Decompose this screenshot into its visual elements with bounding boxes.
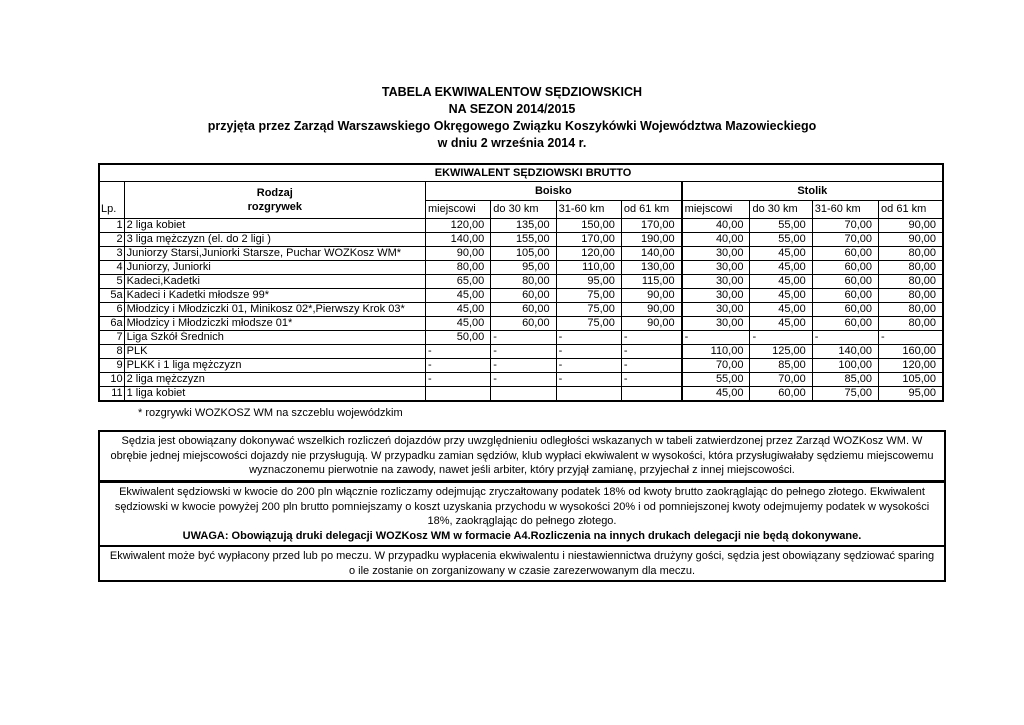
row-value: 140,00 (621, 247, 681, 261)
row-name: 2 liga mężczyzn (124, 373, 425, 387)
row-value: 30,00 (682, 317, 750, 331)
row-value: - (621, 359, 681, 373)
row-name: PLK (124, 345, 425, 359)
row-value: - (491, 331, 556, 345)
row-value: - (621, 345, 681, 359)
row-value: 150,00 (556, 219, 621, 233)
row-value: 60,00 (812, 275, 878, 289)
row-lp: 6 (99, 303, 124, 317)
row-value: 85,00 (750, 359, 812, 373)
subheader-stolik-2: do 30 km (750, 201, 812, 219)
row-name: 2 liga kobiet (124, 219, 425, 233)
row-value: 90,00 (426, 247, 491, 261)
row-value: 170,00 (621, 219, 681, 233)
row-value: 45,00 (750, 303, 812, 317)
row-value: - (491, 373, 556, 387)
row-value: 90,00 (879, 233, 943, 247)
title-line-1: TABELA EKWIWALENTOW SĘDZIOWSKICH (381, 85, 643, 99)
title-line-2: NA SEZON 2014/2015 (448, 102, 576, 116)
table-row (99, 247, 943, 261)
row-lp: 8 (99, 345, 124, 359)
row-name: Juniorzy Starsi,Juniorki Starsze, Puchar WOZKosz WM* (124, 247, 425, 261)
row-value: 160,00 (879, 345, 943, 359)
row-value: 70,00 (750, 373, 812, 387)
table-row (99, 219, 943, 233)
row-value: 75,00 (812, 387, 878, 402)
row-value: 30,00 (682, 247, 750, 261)
row-value: 80,00 (879, 303, 943, 317)
footnote: * rozgrywki WOZKOSZ WM na szczeblu wojewódzkim (138, 407, 403, 419)
row-value: 90,00 (621, 289, 681, 303)
row-value: 120,00 (556, 247, 621, 261)
row-value: 80,00 (879, 289, 943, 303)
info-box-settlement (98, 430, 946, 482)
row-value: 45,00 (750, 289, 812, 303)
row-value: - (556, 373, 621, 387)
row-value: 170,00 (556, 233, 621, 247)
row-value (621, 387, 681, 402)
row-value: 60,00 (491, 317, 556, 331)
tax-text: Ekwiwalent sędziowski w kwocie do 200 pln włącznie rozliczamy odejmując zryczałtowany podatek 18% od kwoty brutto zaokrąglając do pełnego złotego. Ekwiwalent sędziowski w kwocie powyżej 200 pln brutto pomniejszamy o koszt uzyskania przychodu w wysokości 20% i od pomniejszonej kwoty odejmujemy podatek w wysokości 18%, zaokrąglając do pełnego złotego. (114, 486, 930, 527)
subheader-boisko-3: 31-60 km (556, 201, 621, 219)
title-line-4: w dniu 2 września 2014 r. (437, 136, 587, 150)
row-value: - (491, 359, 556, 373)
rodzaj-header: Rodzaj rozgrywek (124, 182, 425, 219)
subheader-boisko-4: od 61 km (621, 201, 681, 219)
row-value: - (621, 373, 681, 387)
table-row (99, 359, 943, 373)
row-value: 45,00 (426, 289, 491, 303)
document-title (0, 84, 1024, 152)
row-value: 30,00 (682, 289, 750, 303)
row-value: 80,00 (491, 275, 556, 289)
row-value: 115,00 (621, 275, 681, 289)
row-value: - (426, 373, 491, 387)
table-row (99, 233, 943, 247)
row-value: 155,00 (491, 233, 556, 247)
row-value: 120,00 (879, 359, 943, 373)
row-value: 45,00 (682, 387, 750, 402)
row-value: 45,00 (750, 317, 812, 331)
row-value: - (556, 345, 621, 359)
row-value: 135,00 (491, 219, 556, 233)
row-value: 55,00 (750, 233, 812, 247)
row-value: 40,00 (682, 219, 750, 233)
row-name: Liga Szkół Średnich (124, 331, 425, 345)
table-row (99, 303, 943, 317)
row-value: 80,00 (879, 261, 943, 275)
table-row (99, 317, 943, 331)
row-value: 45,00 (426, 303, 491, 317)
subheader-stolik-1: miejscowi (682, 201, 750, 219)
row-value: 60,00 (812, 289, 878, 303)
rates-table (98, 163, 944, 402)
row-value: 30,00 (682, 303, 750, 317)
row-value: 80,00 (879, 275, 943, 289)
row-value: 60,00 (491, 289, 556, 303)
row-value: - (426, 359, 491, 373)
row-value: 90,00 (879, 219, 943, 233)
lp-header: Lp. (99, 201, 124, 219)
row-value: 70,00 (812, 233, 878, 247)
title-line-3: przyjęta przez Zarząd Warszawskiego Okręgowego Związku Koszykówki Województwa Mazowieckiego (207, 119, 817, 133)
row-value: 55,00 (682, 373, 750, 387)
row-value: 75,00 (556, 289, 621, 303)
row-lp: 10 (99, 373, 124, 387)
row-value: 95,00 (491, 261, 556, 275)
row-value: 60,00 (750, 387, 812, 402)
row-value: 45,00 (750, 247, 812, 261)
row-value: 140,00 (812, 345, 878, 359)
payment-text: Ekwiwalent może być wypłacony przed lub po meczu. W przypadku wypłacenia ekwiwalentu i niestawiennictwa drużyny gości, sędzia jest obowiązany sędziować sparing o ile zostanie on zorganizowany w czasie zarezerwowanym dla meczu. (109, 550, 935, 577)
row-lp: 9 (99, 359, 124, 373)
info-box-tax (98, 481, 946, 547)
settlement-text: Sędzia jest obowiązany dokonywać wszelkich rozliczeń dojazdów przy uwzględnieniu odległości wskazanych w tabeli zatwierdzonej przez Zarząd WOZKosz WM. W obrębie jednej miejscowości dojazdy nie przysługują. W przypadku zamian sędziów, klub wypłaci ekwiwalent w wysokości, która przysługiwałaby sędziemu miejscowemu wyznaczonemu pierwotnie na zawody, nawet jeśli arbiter, który przyjął zamianę, przyjechał z innej miejscowości. (110, 435, 934, 476)
row-value: 60,00 (812, 303, 878, 317)
row-value: 100,00 (812, 359, 878, 373)
row-value: - (682, 331, 750, 345)
row-value: - (491, 345, 556, 359)
table-row (99, 345, 943, 359)
row-value: 90,00 (621, 317, 681, 331)
row-value: 110,00 (682, 345, 750, 359)
table-row (99, 387, 943, 402)
row-value: 80,00 (879, 317, 943, 331)
row-value: - (812, 331, 878, 345)
row-value: 95,00 (879, 387, 943, 402)
row-value: - (750, 331, 812, 345)
row-value: 60,00 (491, 303, 556, 317)
row-name: PLKK i 1 liga mężczyzn (124, 359, 425, 373)
table-row (99, 289, 943, 303)
row-value (556, 387, 621, 402)
row-value: 65,00 (426, 275, 491, 289)
subheader-boisko-1: miejscowi (426, 201, 491, 219)
row-value (491, 387, 556, 402)
row-lp: 6a (99, 317, 124, 331)
row-value: 60,00 (812, 247, 878, 261)
row-value: 80,00 (879, 247, 943, 261)
row-value: 125,00 (750, 345, 812, 359)
row-value: 45,00 (750, 261, 812, 275)
subheader-boisko-2: do 30 km (491, 201, 556, 219)
row-name: Młodzicy i Młodziczki 01, Minikosz 02*,Pierwszy Krok 03* (124, 303, 425, 317)
row-value: 30,00 (682, 261, 750, 275)
row-value: - (621, 331, 681, 345)
row-lp: 5 (99, 275, 124, 289)
row-value: 120,00 (426, 219, 491, 233)
row-name: Kadeci i Kadetki młodsze 99* (124, 289, 425, 303)
row-value: 130,00 (621, 261, 681, 275)
row-value: - (426, 345, 491, 359)
row-value: 85,00 (812, 373, 878, 387)
row-value: 75,00 (556, 303, 621, 317)
row-value: 60,00 (812, 317, 878, 331)
row-value: 110,00 (556, 261, 621, 275)
subheader-stolik-3: 31-60 km (812, 201, 878, 219)
row-value: 40,00 (682, 233, 750, 247)
row-value: 30,00 (682, 275, 750, 289)
subheader-stolik-4: od 61 km (879, 201, 943, 219)
row-name: 3 liga mężczyzn (el. do 2 ligi ) (124, 233, 425, 247)
row-name: Juniorzy, Juniorki (124, 261, 425, 275)
row-value: - (879, 331, 943, 345)
warning-text: UWAGA: Obowiązują druki delegacji WOZKosz WM w formacie A4.Rozliczenia na innych drukach delegacji nie będą dokonywane. (182, 529, 862, 542)
row-lp: 4 (99, 261, 124, 275)
row-value: 45,00 (426, 317, 491, 331)
row-value: 70,00 (682, 359, 750, 373)
main-header: EKWIWALENT SĘDZIOWSKI BRUTTO (124, 164, 943, 182)
row-value: 60,00 (812, 261, 878, 275)
row-value: - (556, 359, 621, 373)
row-value: 90,00 (621, 303, 681, 317)
table-row (99, 261, 943, 275)
row-name: 1 liga kobiet (124, 387, 425, 402)
table-row (99, 373, 943, 387)
row-value: 190,00 (621, 233, 681, 247)
row-value: 55,00 (750, 219, 812, 233)
row-lp: 1 (99, 219, 124, 233)
row-lp: 7 (99, 331, 124, 345)
row-value: 140,00 (426, 233, 491, 247)
stolik-header: Stolik (682, 182, 943, 201)
row-value: 75,00 (556, 317, 621, 331)
boisko-header: Boisko (426, 182, 682, 201)
row-value: 105,00 (879, 373, 943, 387)
row-lp: 5a (99, 289, 124, 303)
table-row (99, 275, 943, 289)
row-lp: 3 (99, 247, 124, 261)
row-value: 80,00 (426, 261, 491, 275)
info-box-payment (98, 545, 946, 582)
row-lp: 11 (99, 387, 124, 402)
row-value: 45,00 (750, 275, 812, 289)
row-value: - (556, 331, 621, 345)
row-value (426, 387, 491, 402)
row-name: Młodzicy i Młodziczki młodsze 01* (124, 317, 425, 331)
row-value: 70,00 (812, 219, 878, 233)
row-lp: 2 (99, 233, 124, 247)
row-value: 50,00 (426, 331, 491, 345)
table-row (99, 331, 943, 345)
rates-table-wrapper (98, 163, 944, 402)
row-name: Kadeci,Kadetki (124, 275, 425, 289)
row-value: 95,00 (556, 275, 621, 289)
row-value: 105,00 (491, 247, 556, 261)
